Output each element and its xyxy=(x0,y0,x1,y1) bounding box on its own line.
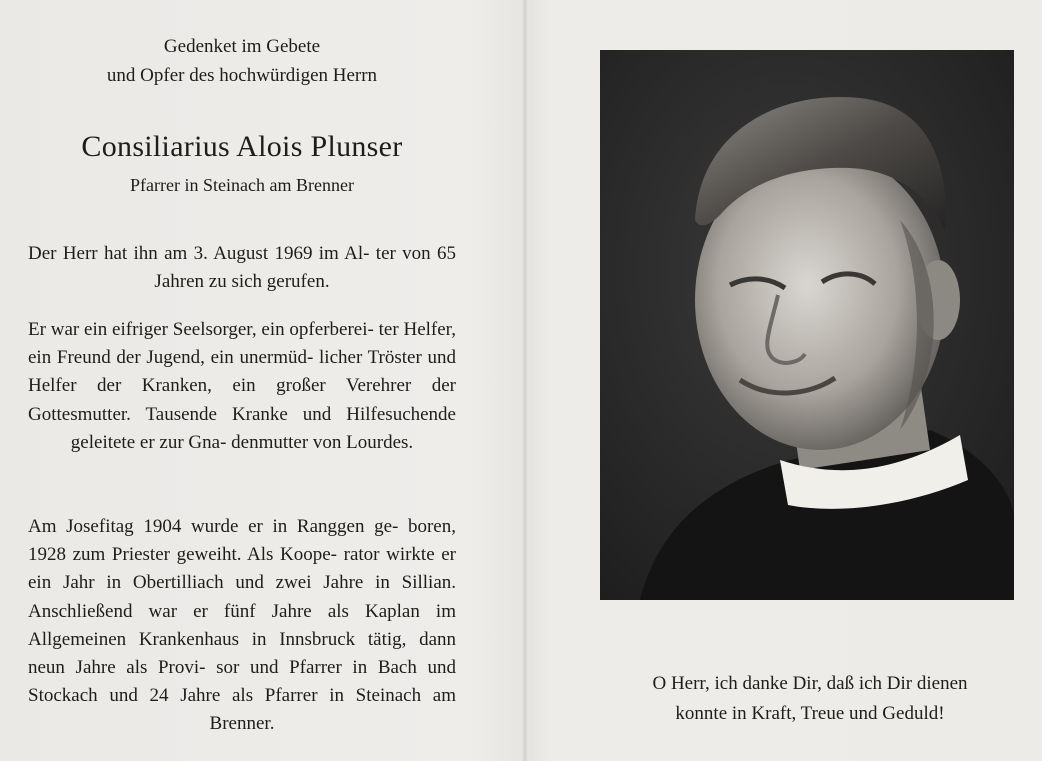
biography-paragraph: Am Josefitag 1904 wurde er in Ranggen ge- boren, 1928 zum Priester geweiht. Als Koope- rator wirkte er ein Jahr in Obertilliach und zwei Jahre in Sillian. Anschließend war er fünf Jahre als Kaplan im Allgemeinen Krankenhaus in Innsbruck tätig, dann neun Jahre als Provi- sor und Pfarrer in Bach und Stockach und 24 Jahre als Pfarrer in Steinach am Brenner. xyxy=(28,516,456,735)
prayer-line-1: O Herr, ich danke Dir, daß ich Dir dienen xyxy=(652,673,968,694)
card-fold xyxy=(522,0,528,761)
closing-prayer xyxy=(596,669,1024,729)
tribute-paragraph: Er war ein eifriger Seelsorger, ein opferberei- ter Helfer, ein Freund der Jugend, ein unermüd- licher Tröster und Helfer der Kranken, ein großer Verehrer der Gottesmutter. Tausende Kranke und Hilfesuchende geleitete er zur Gna- denmutter von Lourdes. xyxy=(28,319,456,453)
portrait-illustration xyxy=(600,50,1014,600)
deceased-name: Consiliarius Alois Plunser xyxy=(81,130,403,163)
intro-line-1: Gedenket im Gebete xyxy=(163,36,321,57)
intro-line-2: und Opfer des hochwürdigen Herrn xyxy=(106,65,378,86)
death-paragraph: Der Herr hat ihn am 3. August 1969 im Al- ter von 65 Jahren zu sich gerufen. xyxy=(28,243,456,293)
prayer-line-2: konnte in Kraft, Treue und Geduld! xyxy=(675,703,945,724)
portrait-photo xyxy=(600,50,1014,600)
deceased-role: Pfarrer in Steinach am Brenner xyxy=(130,175,354,195)
intro-text xyxy=(28,32,456,90)
